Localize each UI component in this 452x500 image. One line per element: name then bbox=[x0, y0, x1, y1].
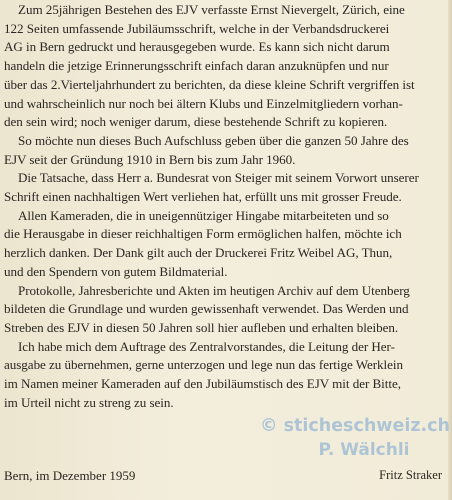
closing-place-date: Bern, im Dezember 1959 bbox=[4, 468, 136, 483]
text-line-18: Streben des EJV in diesen 50 Jahren soll hier aufleben und erhalten bleiben. bbox=[4, 319, 399, 335]
author-signature: Fritz Straker bbox=[379, 468, 442, 482]
text-line-2: 122 Seiten umfassende Jubiläumsschrift, welche in der Verbandsdruckerei bbox=[4, 20, 390, 36]
text-line-8: So möchte nun dieses Buch Aufschluss geben über die ganzen 50 Jahre des bbox=[18, 132, 409, 148]
text-line-4: handeln die jetzige Erinnerungsschrift einfach daran anzuknüpfen und nur bbox=[4, 58, 389, 74]
text-line-20: ausgabe zu übernehmen, gerne unterzogen und lege nun das fertige Werklein bbox=[4, 357, 403, 373]
text-line-3: AG in Bern gedruckt und herausgegeben wurde. Es kann sich nicht darum bbox=[4, 39, 390, 55]
copyright-watermark bbox=[258, 414, 452, 462]
text-line-16: Protokolle, Jahresberichte und Akten im heutigen Archiv auf dem Utenberg bbox=[18, 282, 410, 298]
text-line-10: Die Tatsache, dass Herr a. Bundesrat von Steiger mit seinem Vorwort unserer bbox=[18, 170, 419, 186]
text-line-19: Ich habe mich dem Auftrage des Zentralvorstandes, die Leitung der Her- bbox=[18, 338, 395, 354]
text-line-6: und wahrscheinlich nur noch bei ältern Klubs und Einzelmitgliedern vorhan- bbox=[4, 95, 403, 111]
text-line-7: den sein wird; noch weniger darum, diese bestehende Schrift zu kopieren. bbox=[4, 114, 388, 130]
text-line-22: im Urteil nicht zu streng zu sein. bbox=[4, 394, 174, 410]
text-line-17: bildeten die Grundlage und wurden gewissenhaft verwendet. Das Werden und bbox=[4, 301, 409, 317]
text-line-13: die Herausgabe in dieser reichhaltigen Form ermöglichen halfen, möchte ich bbox=[4, 226, 402, 242]
text-line-11: Schrift einen nachhaltigen Wert verliehen hat, erfüllt uns mit grosser Freude. bbox=[4, 189, 402, 204]
text-line-21: im Namen meiner Kameraden auf den Jubiläumstisch des EJV mit der Bitte, bbox=[4, 376, 401, 391]
text-line-5: über das 2.Vierteljahrhundert zu berichten, da diese kleine Schrift vergriffen ist bbox=[4, 76, 415, 92]
text-line-14: herzlich danken. Der Dank gilt auch der Druckerei Fritz Weibel AG, Thun, bbox=[4, 245, 393, 261]
text-line-9: EJV seit der Gründung 1910 in Bern bis zum Jahr 1960. bbox=[4, 151, 296, 167]
watermark-author: P. Wälchli bbox=[318, 440, 410, 460]
watermark-site: © sticheschweiz.ch bbox=[259, 416, 451, 436]
text-line-12: Allen Kameraden, die in uneigennütziger Hingabe mitarbeiteten und so bbox=[18, 207, 389, 223]
text-line-1: Zum 25jährigen Bestehen des EJV verfasste Ernst Nievergelt, Zürich, eine bbox=[18, 2, 405, 17]
text-line-15: und den Spendern von gutem Bildmaterial. bbox=[4, 263, 228, 279]
